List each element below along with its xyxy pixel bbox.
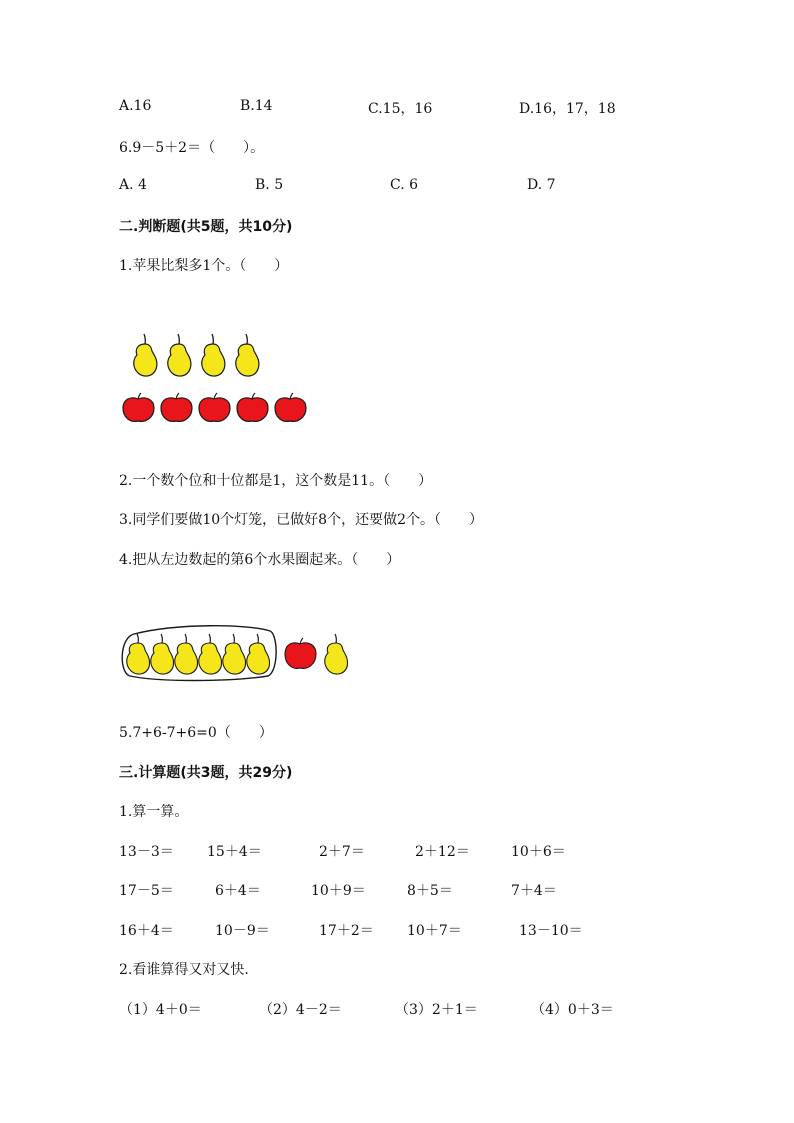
- calc-item: 7＋4＝: [511, 883, 557, 899]
- circled-fruits-figure: [118, 622, 358, 686]
- s2-q5: 5.7+6-7+6=0（ ）: [119, 725, 273, 741]
- apple-icon: [237, 393, 268, 421]
- apple-icon: [123, 393, 154, 421]
- calc-item: 10＋7＝: [407, 923, 462, 939]
- option-c[interactable]: C.15，16: [368, 101, 433, 117]
- calc-item: 2＋12＝: [415, 844, 470, 860]
- calc-item: 13－10＝: [519, 923, 583, 939]
- pear-icon: [199, 634, 222, 674]
- calc-item: 15＋4＝: [207, 844, 262, 860]
- option-d[interactable]: D. 7: [527, 177, 556, 193]
- pear-icon: [236, 334, 259, 376]
- pear-icon: [175, 634, 198, 674]
- apples-row: [123, 393, 306, 421]
- calc-item: 17－5＝: [119, 883, 174, 899]
- option-b[interactable]: B. 5: [255, 177, 284, 193]
- q2-item: （3）2＋1＝: [395, 1002, 478, 1018]
- pear-icon: [168, 334, 191, 376]
- s2-q1: 1.苹果比梨多1个。（ ）: [119, 258, 289, 274]
- pear-icon: [325, 634, 348, 674]
- calc-item: 17＋2＝: [319, 923, 374, 939]
- q2-item: （2）4－2＝: [259, 1002, 342, 1018]
- pear-icon: [202, 334, 225, 376]
- calc-item: 13－3＝: [119, 844, 174, 860]
- section2-title: 二.判断题(共5题，共10分): [119, 219, 293, 235]
- pear-icon: [223, 634, 246, 674]
- fruit-row: [127, 634, 348, 674]
- option-c[interactable]: C. 6: [390, 177, 419, 193]
- apple-icon: [199, 393, 230, 421]
- calc-item: 2＋7＝: [319, 844, 365, 860]
- s2-q3: 3.同学们要做10个灯笼，已做好8个，还要做2个。（ ）: [119, 512, 483, 528]
- q6-text: 6.9－5＋2＝（ ）。: [119, 140, 265, 156]
- calc-item: 8＋5＝: [407, 883, 453, 899]
- option-d[interactable]: D.16，17，18: [519, 101, 616, 117]
- s2-q4: 4.把从左边数起的第6个水果圈起来。（ ）: [119, 552, 401, 568]
- q2-item: （1）4＋0＝: [119, 1002, 202, 1018]
- calc-item: 16＋4＝: [119, 923, 174, 939]
- apple-icon: [275, 393, 306, 421]
- option-b[interactable]: B.14: [240, 98, 273, 114]
- calc-item: 6＋4＝: [215, 883, 261, 899]
- pears-apples-figure: [118, 328, 338, 430]
- pear-icon: [127, 634, 150, 674]
- section3-title: 三.计算题(共3题，共29分): [119, 765, 293, 781]
- option-a[interactable]: A. 4: [119, 177, 147, 193]
- apple-icon: [161, 393, 192, 421]
- apple-icon: [285, 638, 316, 668]
- s2-q2: 2.一个数个位和十位都是1，这个数是11。（ ）: [119, 473, 433, 489]
- pear-icon: [134, 334, 157, 376]
- calc-item: 10－9＝: [215, 923, 270, 939]
- pear-icon: [247, 634, 270, 674]
- q2-item: （4）0＋3＝: [531, 1002, 614, 1018]
- pears-row: [134, 334, 259, 376]
- calc-item: 10＋9＝: [311, 883, 366, 899]
- s3-q1-title: 1.算一算。: [119, 804, 189, 820]
- calc-item: 10＋6＝: [511, 844, 566, 860]
- option-a[interactable]: A.16: [119, 98, 152, 114]
- s3-q2-title: 2.看谁算得又对又快.: [119, 962, 249, 978]
- pear-icon: [151, 634, 174, 674]
